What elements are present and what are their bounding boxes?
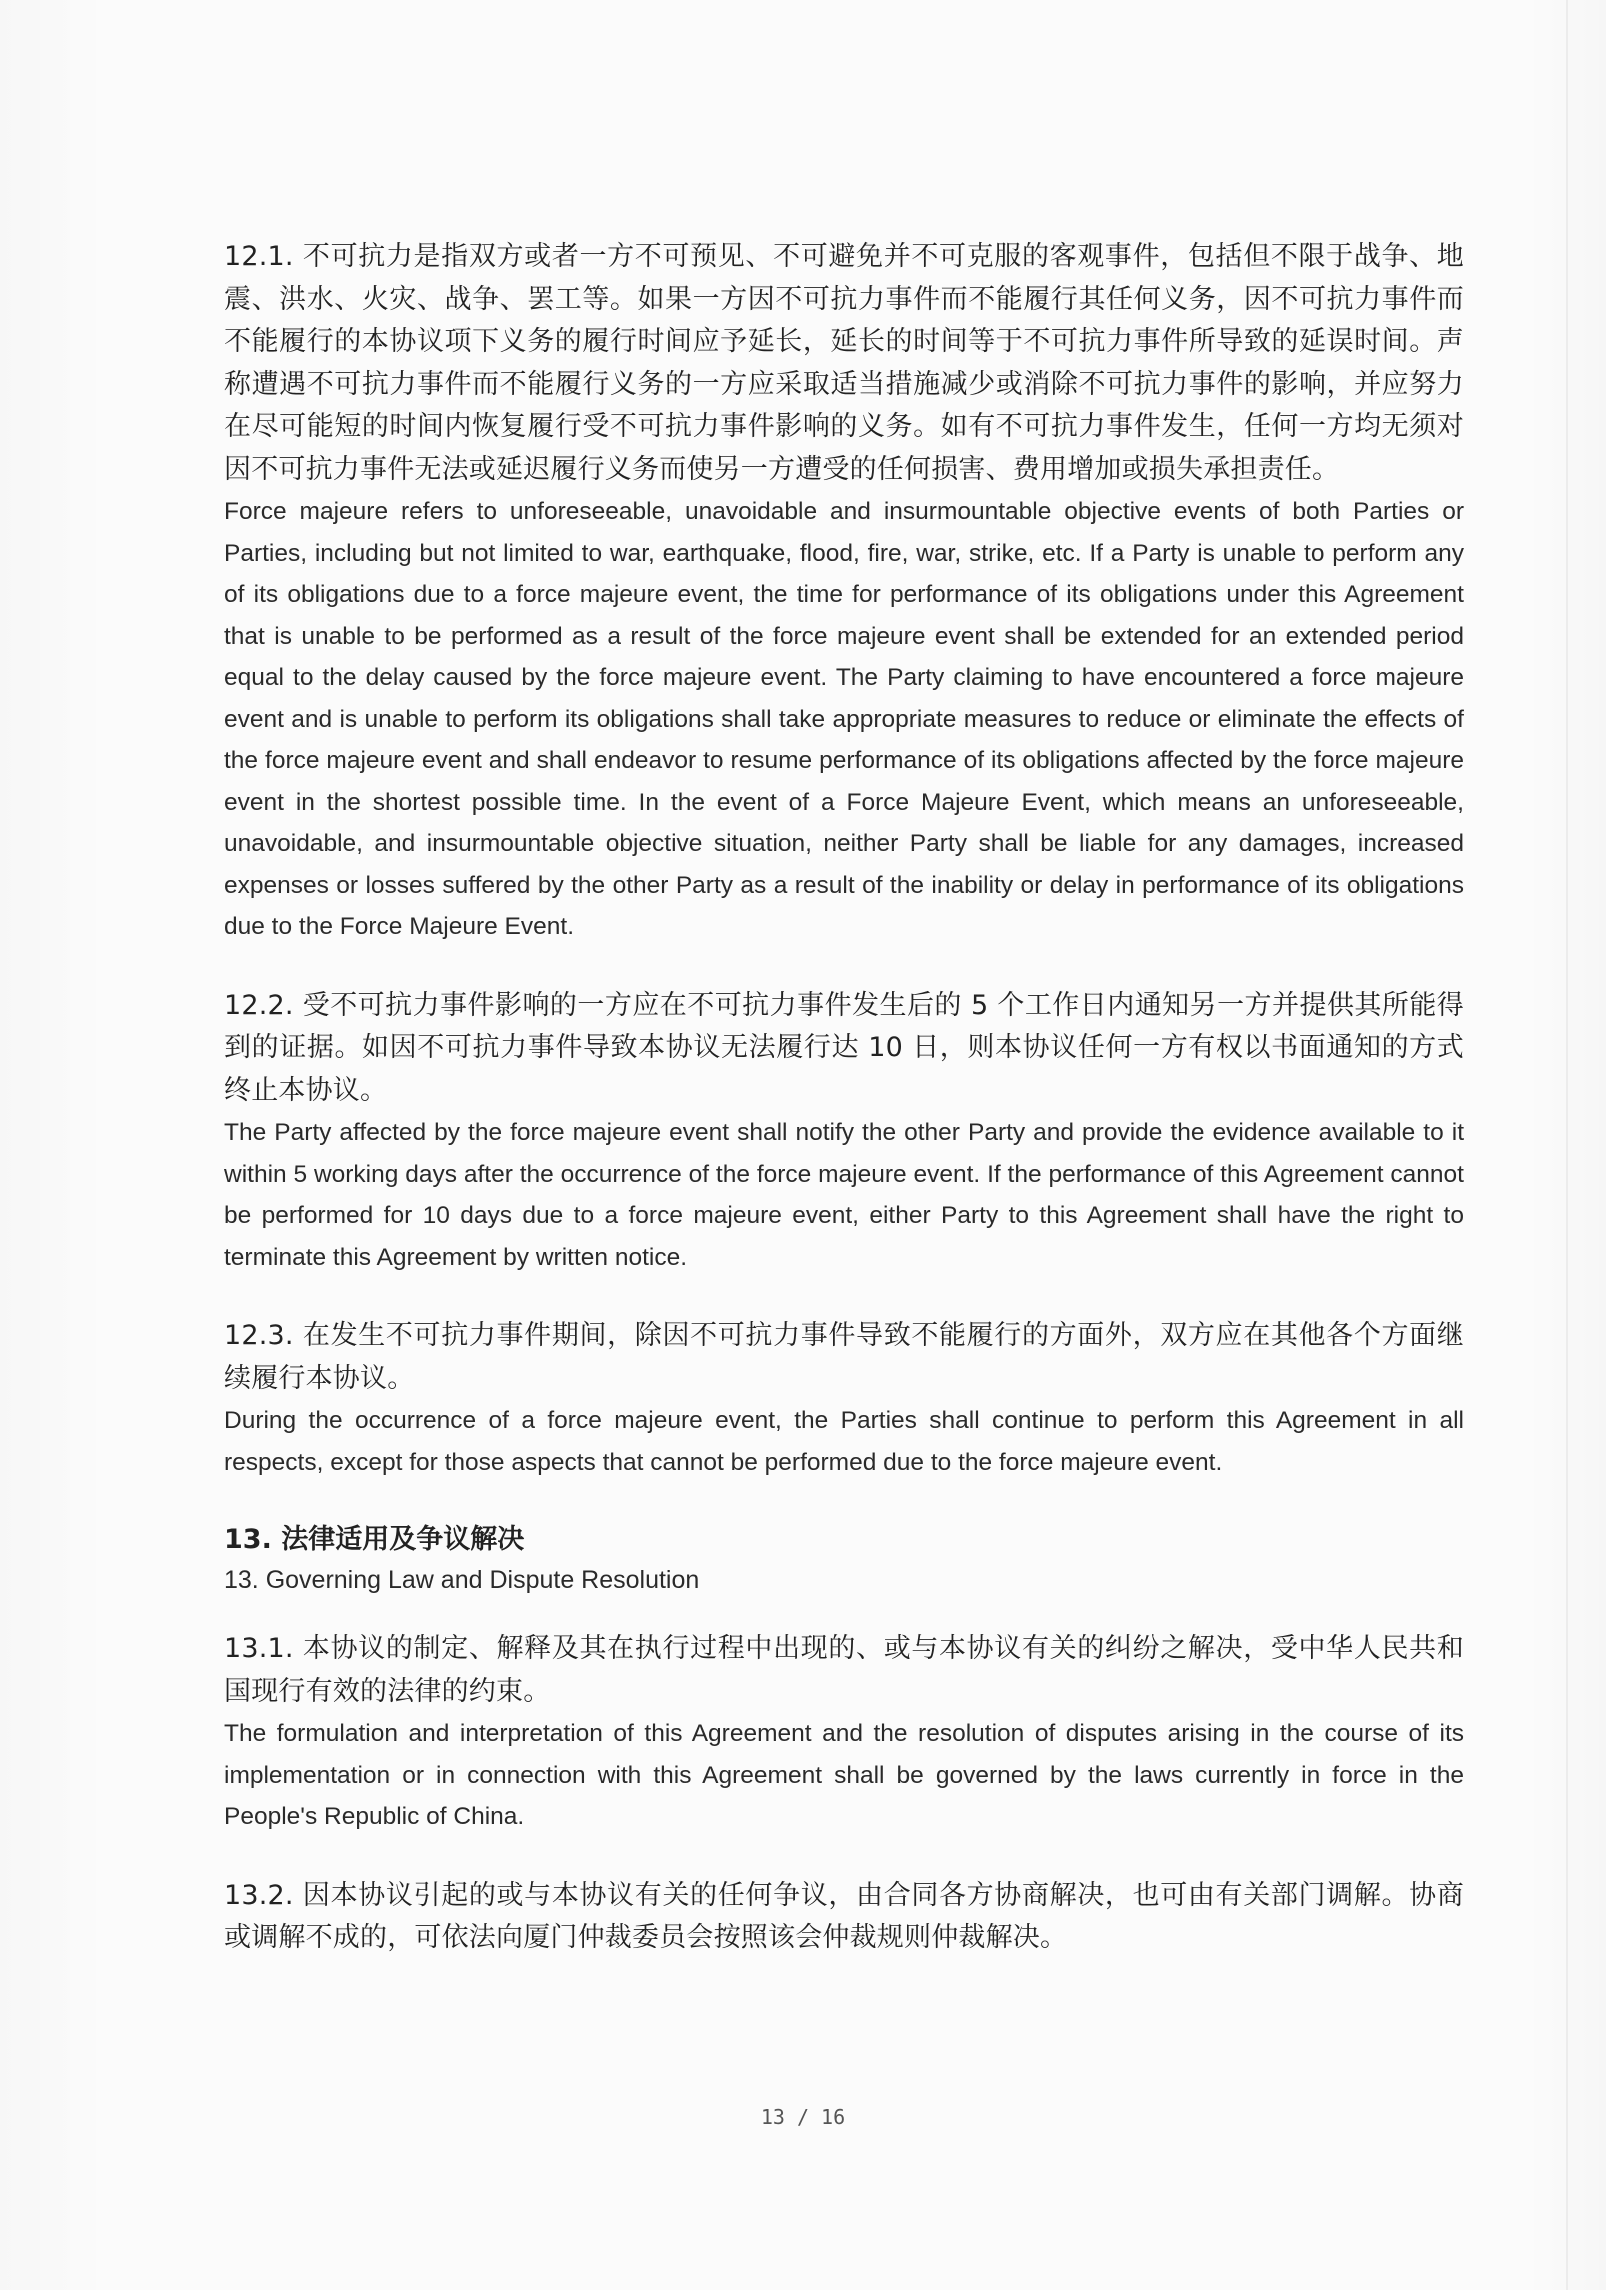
clause-12-3-en: During the occurrence of a force majeure event, the Parties shall continue to perform this Agreement in all respects, except for those aspects that cannot be performed due to the force majeure event. — [224, 1407, 1464, 1476]
clause-12-1-en: Force majeure refers to unforeseeable, unavoidable and insurmountable objective events of both Parties or Parties, including but not limited to war, earthquake, flood, fire, war, strike, etc. If a Party is unable to perform any of its obligations due to a force majeure event, the time for performance of its obligations under this Agreement that is unable to be performed as a result of the force majeure event shall be extended for an extended period equal to the delay caused by the force majeure event. The Party claiming to have encountered a force majeure event and is unable to perform its obligations shall take appropriate measures to reduce or eliminate the effects of the force majeure event and shall endeavor to resume performance of its obligations affected by the force majeure event in the shortest possible time. In the event of a Force Majeure Event, which means an unforeseeable, unavoidable, and insurmountable objective situation, neither Party shall be liable for any damages, increased expenses or losses suffered by the other Party as a result of the inability or delay in performance of its obligations due to the Force Majeure Event. — [224, 498, 1464, 940]
page-number: 13 / 16 — [760, 2105, 846, 2129]
paragraph-gap — [224, 948, 1464, 985]
clause-12-1-zh: 12.1. 不可抗力是指双方或者一方不可预见、不可避免并不可克服的客观事件，包括但不限于战争、地震、洪水、火灾、战争、罢工等。如果一方因不可抗力事件而不能履行其任何义务，因不可抗力事件而不能履行的本协议项下义务的履行时间应予延长，延长的时间等于不可抗力事件所导致的延误时间。声称遭遇不可抗力事件而不能履行义务的一方应采取适当措施减少或消除不可抗力事件的影响，并应努力在尽可能短的时间内恢复履行受不可抗力事件影响的义务。如有不可抗力事件发生，任何一方均无须对因不可抗力事件无法或延迟履行义务而使另一方遭受的任何损害、费用增加或损失承担责任。 — [224, 241, 1464, 485]
paragraph-gap — [224, 1600, 1464, 1628]
section-13-heading-zh: 13. 法律适用及争议解决 — [224, 1524, 525, 1555]
section-13-heading-en: 13. Governing Law and Dispute Resolution — [224, 1566, 700, 1594]
clause-13-1-en: The formulation and interpretation of this Agreement and the resolution of disputes arising in the course of its implementation or in connection with this Agreement shall be governed by the laws currently in force in the People's Republic of China. — [224, 1720, 1464, 1830]
paragraph-gap — [224, 1483, 1464, 1520]
document-body — [224, 236, 1464, 1960]
clause-12-2-en: The Party affected by the force majeure event shall notify the other Party and provide the evidence available to it within 5 working days after the occurrence of the force majeure event. If the performance of this Agreement cannot be performed for 10 days due to a force majeure event, either Party to this Agreement shall have the right to terminate this Agreement by written notice. — [224, 1119, 1464, 1271]
clause-13-1-zh: 13.1. 本协议的制定、解释及其在执行过程中出现的、或与本协议有关的纠纷之解决，受中华人民共和国现行有效的法律的约束。 — [224, 1633, 1464, 1707]
paragraph-gap — [224, 1278, 1464, 1315]
clause-12-2-zh: 12.2. 受不可抗力事件影响的一方应在不可抗力事件发生后的 5 个工作日内通知另一方并提供其所能得到的证据。如因不可抗力事件导致本协议无法履行达 10 日，则本协议任何一方有权以书面通知的方式终止本协议。 — [224, 989, 1464, 1106]
scan-edge-line — [1566, 0, 1568, 2290]
clause-13-2-zh: 13.2. 因本协议引起的或与本协议有关的任何争议，由合同各方协商解决，也可由有关部门调解。协商或调解不成的，可依法向厦门仲裁委员会按照该会仲裁规则仲裁解决。 — [224, 1879, 1464, 1953]
clause-12-3-zh: 12.3. 在发生不可抗力事件期间，除因不可抗力事件导致不能履行的方面外，双方应在其他各个方面继续履行本协议。 — [224, 1320, 1464, 1394]
paragraph-gap — [224, 1838, 1464, 1875]
